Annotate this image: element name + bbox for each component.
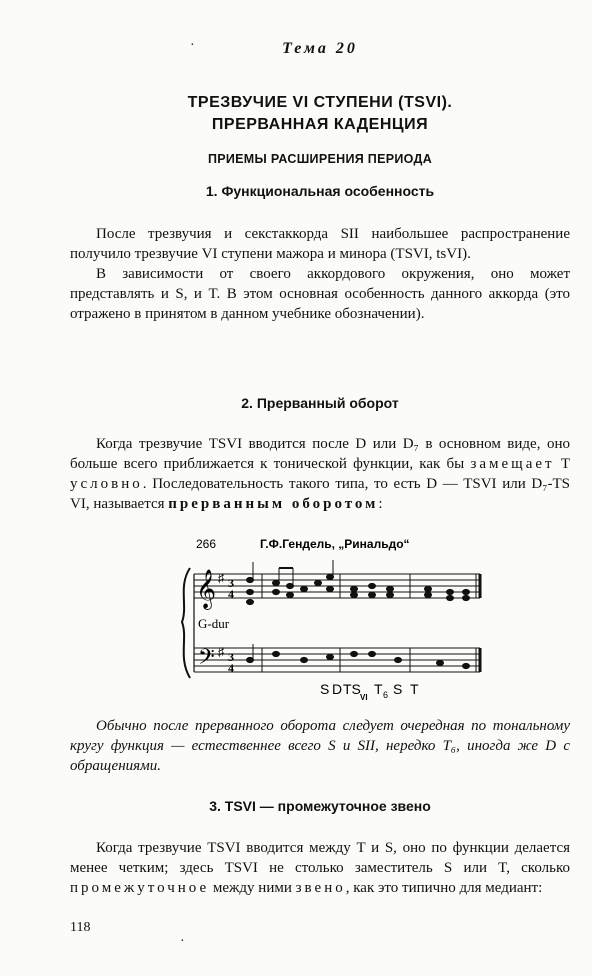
function-labels (320, 681, 419, 702)
function-subscript: 6 (383, 690, 389, 700)
section-3-paragraph-1 (70, 838, 570, 898)
time-signature-top: 3 (228, 650, 234, 664)
example-composer: Г.Ф.Гендель, „Ринальдо“ (260, 537, 410, 551)
emphasis-replaces: замещает (470, 456, 555, 472)
text-run: между ними (209, 880, 296, 896)
text-run: Когда трезвучие TSVI вводится после D или D₇ в основном виде, оно больше всего приближается к тонической функции, как бы (70, 436, 570, 472)
key-sharp-icon: ♯ (218, 645, 224, 659)
section-3-body (70, 838, 570, 898)
time-signature-top: 3 (228, 576, 234, 590)
text-run: , как это типично для медиант: (345, 880, 543, 896)
treble-clef-icon: 𝄞 (196, 569, 217, 609)
function-label: S (320, 681, 330, 697)
text-run: T (554, 456, 570, 472)
bass-clef-icon: 𝄢 (198, 645, 215, 675)
key-label: G-dur (198, 616, 230, 631)
music-example (180, 536, 580, 706)
function-subscript: VI (360, 693, 368, 702)
after-example-paragraph: Обычно после прерванного оборота следует очередная по тональному кругу функция — естественнее всего S и SII, нередко T₆, иногда же D с обращениями. (70, 718, 570, 774)
emphasis-link: звено (295, 880, 346, 896)
bass-staff (194, 648, 480, 672)
theme-heading: Тема 20 (282, 40, 358, 57)
page (70, 0, 570, 976)
function-label: T (410, 681, 419, 697)
section-3-heading: 3. TSVI — промежуточное звено (209, 798, 431, 814)
function-label: D (332, 681, 343, 697)
brace (182, 568, 190, 678)
section-2-heading: 2. Прерванный оборот (241, 395, 399, 411)
chapter-title-line-2: ПРЕРВАННАЯ КАДЕНЦИЯ (211, 116, 429, 133)
function-label: TS (343, 681, 361, 697)
chapter-subtitle: ПРИЕМЫ РАСШИРЕНИЯ ПЕРИОДА (207, 152, 433, 166)
chapter-title (70, 92, 570, 136)
text-run: . Последовательность такого типа, то есть D — TSVI или D₇-TS VI, называется (70, 476, 570, 512)
key-sharp-icon: ♯ (218, 571, 224, 585)
term-interrupted-turn: прерванным оборотом (168, 496, 379, 512)
emphasis-intermediate: промежуточное (70, 880, 210, 896)
section-1-body (70, 224, 570, 324)
time-signature-bottom: 4 (228, 661, 234, 675)
print-speck: · (190, 38, 195, 53)
section-1-paragraph-1: После трезвучия и секстаккорда SII наибольшее распространение получило трезвучие VI ступени мажора и минора (TSVI, tsVI). (70, 226, 570, 262)
section-2-body (70, 434, 570, 514)
after-example-body (70, 716, 570, 776)
text-run: : (378, 496, 383, 512)
function-label: T (374, 681, 383, 697)
page-number: 118 (70, 920, 91, 935)
emphasis-conditionally: условно (70, 476, 143, 492)
print-speck: · (180, 934, 185, 949)
section-1-paragraph-2: В зависимости от своего аккордового окружения, оно может представлять и S, и T. В этом основная особенность данного аккорда (это отражено в принятом в данном учебнике обозначении). (70, 266, 570, 322)
example-number: 266 (196, 537, 217, 551)
section-2-paragraph-1 (70, 434, 570, 514)
text-run: Когда трезвучие TSVI вводится между T и S, оно по функции делается менее четким; здесь TSVI не столько заместитель S или T, сколько (70, 840, 570, 876)
time-signature-bottom: 4 (228, 587, 234, 601)
chapter-title-line-1: ТРЕЗВУЧИЕ VI СТУПЕНИ (TSVI). (187, 94, 453, 111)
function-label: S (393, 681, 403, 697)
music-score (180, 536, 580, 706)
section-1-heading: 1. Функциональная особенность (205, 183, 435, 199)
treble-staff (194, 574, 480, 598)
